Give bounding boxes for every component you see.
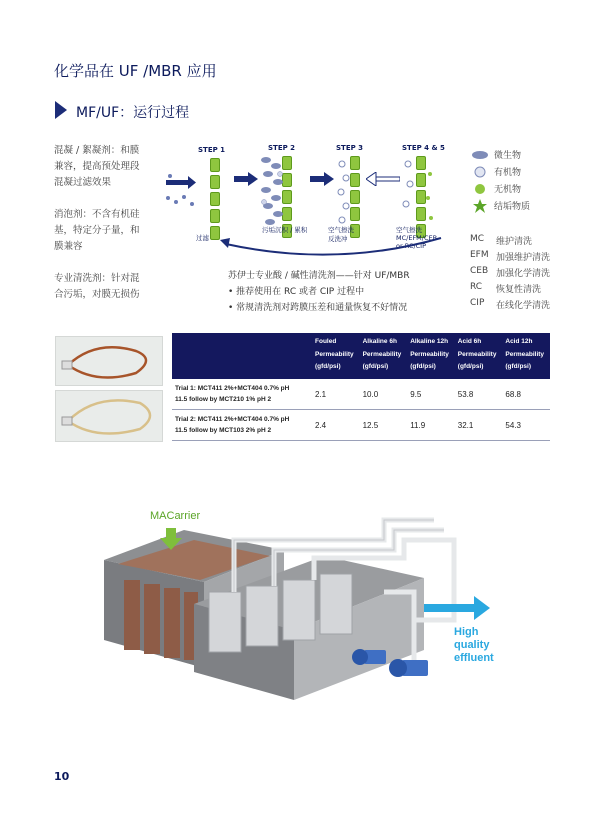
note-line: 基，特定分子量，和 — [54, 225, 140, 236]
effluent-arrow-icon — [424, 596, 490, 620]
table-cell: 68.8 — [502, 379, 550, 410]
table-cell: 2.1 — [312, 379, 360, 410]
table-row — [172, 410, 550, 441]
solution-heading: 苏伊士专业酸 / 碱性清洗剂——针对 UF/MBR — [228, 271, 410, 281]
col-subheader: Permeability — [362, 351, 402, 358]
col-unit: (gfd/psi) — [457, 363, 484, 370]
col-subheader: Permeability — [410, 351, 449, 358]
abbr-item: EFM 加强维护清洗 — [470, 250, 551, 263]
step45-caption-c: or RC/CIP — [396, 242, 427, 250]
table-row — [172, 379, 550, 410]
col-unit: (gfd/psi) — [315, 363, 341, 370]
note-line: 消泡剂：不含有机硅 — [54, 209, 140, 220]
mbr-plant-drawing — [84, 500, 524, 710]
legend-item: 无机物 — [470, 180, 530, 197]
step3-caption-b: 反洗冲 — [328, 235, 348, 243]
col-subheader: Permeability — [505, 351, 545, 358]
arrow-icon — [310, 172, 334, 186]
plant-illustration — [84, 500, 524, 710]
scale-icon — [473, 199, 487, 213]
legend — [470, 146, 530, 214]
table-cell: 32.1 — [455, 410, 503, 441]
step45-caption-b: MC/EFM/CEB — [396, 234, 438, 242]
note-line: 膜兼容 — [54, 241, 83, 252]
solution-bullet: • 推荐使用在 RC 或者 CIP 过程中 — [228, 287, 365, 297]
table-cell: 9.5 — [407, 379, 455, 410]
note-line: 专业清洗剂：针对混 — [54, 273, 140, 284]
page-title: 化学品在 UF /MBR 应用 — [54, 62, 217, 80]
arrow-icon — [234, 172, 258, 186]
col-header: Acid 12h — [505, 338, 533, 345]
trial-label: Trial 1: MCT411 2%+MCT404 0.7% pH 11.5 follow by MCT210 1% pH 2 — [172, 379, 312, 410]
table-cell: 2.4 — [312, 410, 360, 441]
membrane-sample-photo-cleaned — [55, 390, 163, 442]
abbr-item: CEB 加强化学清洗 — [470, 266, 551, 279]
abbr-item: MC 维护清洗 — [470, 234, 533, 247]
note-coagulant — [54, 143, 168, 191]
col-unit: (gfd/psi) — [362, 363, 389, 370]
step3-caption-a: 空气擦洗 — [328, 226, 354, 234]
abbreviation-list — [470, 234, 550, 314]
step2-label: STEP 2 — [268, 144, 296, 152]
note-line: 混凝过滤效果 — [54, 177, 112, 188]
note-line: 混凝 / 絮凝剂：和膜 — [54, 145, 140, 156]
table-cell: 53.8 — [455, 379, 503, 410]
table-header-row — [172, 333, 550, 351]
col-subheader: Permeability — [315, 351, 354, 358]
note-cleaner — [54, 271, 168, 303]
abbr-item: CIP 在线化学清洗 — [470, 298, 551, 311]
step45-caption-a: 空气擦洗 — [396, 226, 422, 234]
legend-item: 有机物 — [470, 163, 530, 180]
col-unit: (gfd/psi) — [410, 363, 436, 370]
col-header: Acid 6h — [457, 338, 482, 345]
organic-icon — [474, 166, 486, 178]
backwash-arrow-icon — [366, 172, 400, 186]
membrane-sample-photo-fouled — [55, 336, 163, 386]
col-subheader: Permeability — [457, 351, 497, 358]
note-antifoam — [54, 207, 168, 255]
col-header: Fouled — [315, 338, 337, 345]
step1-label: STEP 1 — [198, 146, 226, 154]
inorganic-icon — [474, 183, 486, 195]
process-diagram — [160, 142, 460, 262]
section-title: MF/UF：运行过程 — [76, 105, 190, 121]
note-line: 合污垢，对膜无损伤 — [54, 289, 140, 300]
table-cell: 10.0 — [360, 379, 408, 410]
chemical-clean-icon — [400, 154, 434, 234]
trial-label: Trial 2: MCT411 2%+MCT404 0.7% pH 11.5 follow by MCT103 2% pH 2 — [172, 410, 312, 441]
col-unit: (gfd/psi) — [505, 363, 532, 370]
microorganism-icon — [471, 150, 489, 160]
flow-arrows-icon — [162, 172, 212, 212]
note-line: 兼容，提高预处理段 — [54, 161, 140, 172]
permeability-table — [172, 333, 550, 441]
abbr-item: RC 恢复性清洗 — [470, 282, 542, 295]
effluent-label: High quality effluent — [454, 626, 494, 664]
legend-item: 结垢物质 — [470, 197, 530, 214]
step45-label: STEP 4 & 5 — [402, 144, 445, 152]
col-header: Alkaline 6h — [362, 338, 397, 345]
section-marker-icon — [55, 101, 67, 119]
table-cell: 54.3 — [502, 410, 550, 441]
table-cell: 12.5 — [360, 410, 408, 441]
step2-caption: 污垢沉积 / 累积 — [262, 226, 308, 234]
table-cell: 11.9 — [407, 410, 455, 441]
step3-label: STEP 3 — [336, 144, 364, 152]
air-bubbles-icon — [336, 154, 352, 234]
page-number: 10 — [54, 770, 70, 783]
step1-caption: 过滤 — [196, 234, 209, 242]
cycle-arrow-icon — [216, 234, 446, 262]
macarrier-label: MACarrier — [150, 510, 201, 522]
col-header: Alkaline 12h — [410, 338, 449, 345]
solution-bullet: • 常规清洗剂对跨膜压差和通量恢复不好情况 — [228, 303, 408, 313]
fouling-icon — [260, 154, 284, 234]
legend-item: 微生物 — [470, 146, 530, 163]
